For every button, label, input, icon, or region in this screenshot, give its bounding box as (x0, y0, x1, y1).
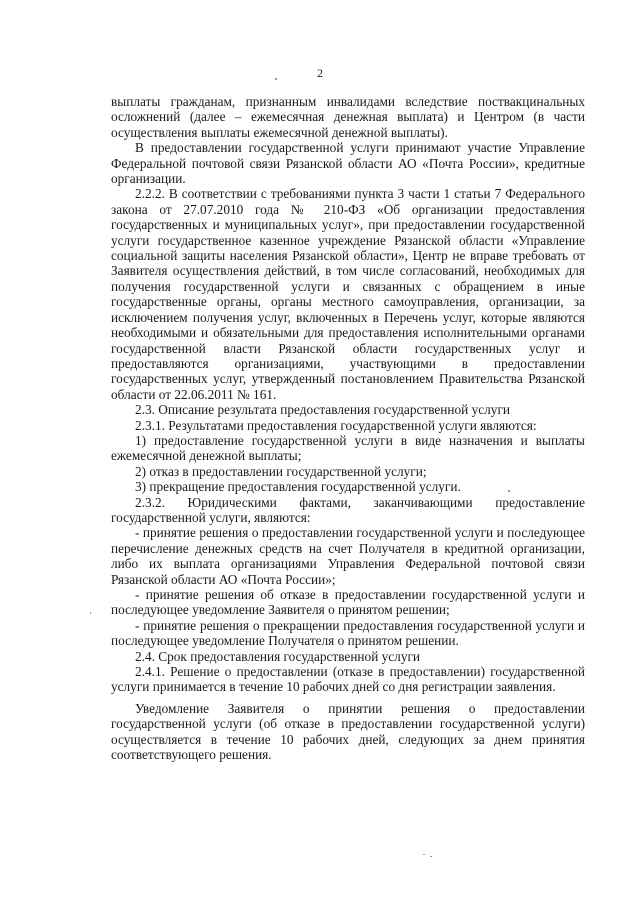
list-item-fact-1: - принятие решения о предоставлении государственной услуги и последующее перечисление денежных средств на счет Получателя в кредитной организации, либо их выплата организациями Управления Федеральной почтовой связи Рязанской области АО «Почта России»; (111, 525, 585, 587)
paragraph-notification: Уведомление Заявителя о принятии решения о предоставлении государственной услуги (об отказе в предоставлении государственной услуги) осуществляется в течение 10 рабочих дней, следующих за днем принятия соответствующего решения. (111, 700, 585, 763)
document-body (111, 94, 585, 762)
scan-speck (423, 854, 425, 855)
paragraph-2-4-1: 2.4.1. Решение о предоставлении (отказе в предоставлении) государственной услуги принимается в течение 10 рабочих дней со дня регистрации заявления. (111, 664, 585, 695)
paragraph-2-3-2: 2.3.2. Юридическими фактами, заканчивающими предоставление государственной услуги, являются: (111, 494, 585, 525)
scan-speck (430, 856, 432, 857)
scan-speck (508, 490, 510, 492)
list-item-fact-2: - принятие решения об отказе в предоставлении государственной услуги и последующее уведомление Заявителя о принятом решении; (111, 587, 585, 618)
scan-speck (275, 78, 277, 80)
scan-speck (90, 612, 91, 614)
list-item-fact-3: - принятие решения о прекращении предоставления государственной услуги и последующее уведомление Получателя о принятом решении. (111, 617, 585, 649)
list-item-result-1: 1) предоставление государственной услуги в виде назначения и выплаты ежемесячной денежной выплаты; (111, 432, 585, 464)
page-number: 2 (317, 66, 323, 80)
paragraph-intro: выплаты гражданам, признанным инвалидами вследствие поствакцинальных осложнений (далее – ежемесячная денежная выплата) и Центром (в части осуществления выплаты ежемесячной денежной выплаты). (111, 94, 585, 140)
heading-2-4: 2.4. Срок предоставления государственной услуги (135, 648, 421, 664)
paragraph-2-2-2: 2.2.2. В соответствии с требованиями пункта 3 части 1 статьи 7 Федерального закона от 27.07.2010 года № 210-ФЗ «Об организации предоставления государственных и муниципальных услуг», при предоставлении государственной услуги государственное казенное учреждение Рязанской области «Управление социальной защиты населения Рязанской области», Центр не вправе требовать от Заявителя осуществления действий, в том числе согласований, необходимых для получения государственной услуги и связанных с обращением в иные государственные органы, органы местного самоуправления, организации, за исключением получения услуг, включенных в Перечень услуг, которые являются необходимыми и обязательными для предоставления исполнительными органами государственной власти Рязанской области государственных услуг и предоставляются организациями, участвующими в предоставлении государственных услуг, утвержденный постановлением Правительства Рязанской области от 22.06.2011 № 161. (111, 186, 585, 402)
paragraph-2-3-1: 2.3.1. Результатами предоставления государственной услуги являются: (135, 417, 537, 433)
heading-2-3: 2.3. Описание результата предоставления государственной услуги (135, 402, 511, 418)
list-item-result-3: 3) прекращение предоставления государственной услуги. (135, 479, 461, 495)
list-item-result-2: 2) отказ в предоставлении государственной услуги; (135, 463, 427, 479)
paragraph-participants: В предоставлении государственной услуги принимают участие Управление Федеральной почтовой связи Рязанской области АО «Почта России», кредитные организации. (111, 140, 585, 187)
